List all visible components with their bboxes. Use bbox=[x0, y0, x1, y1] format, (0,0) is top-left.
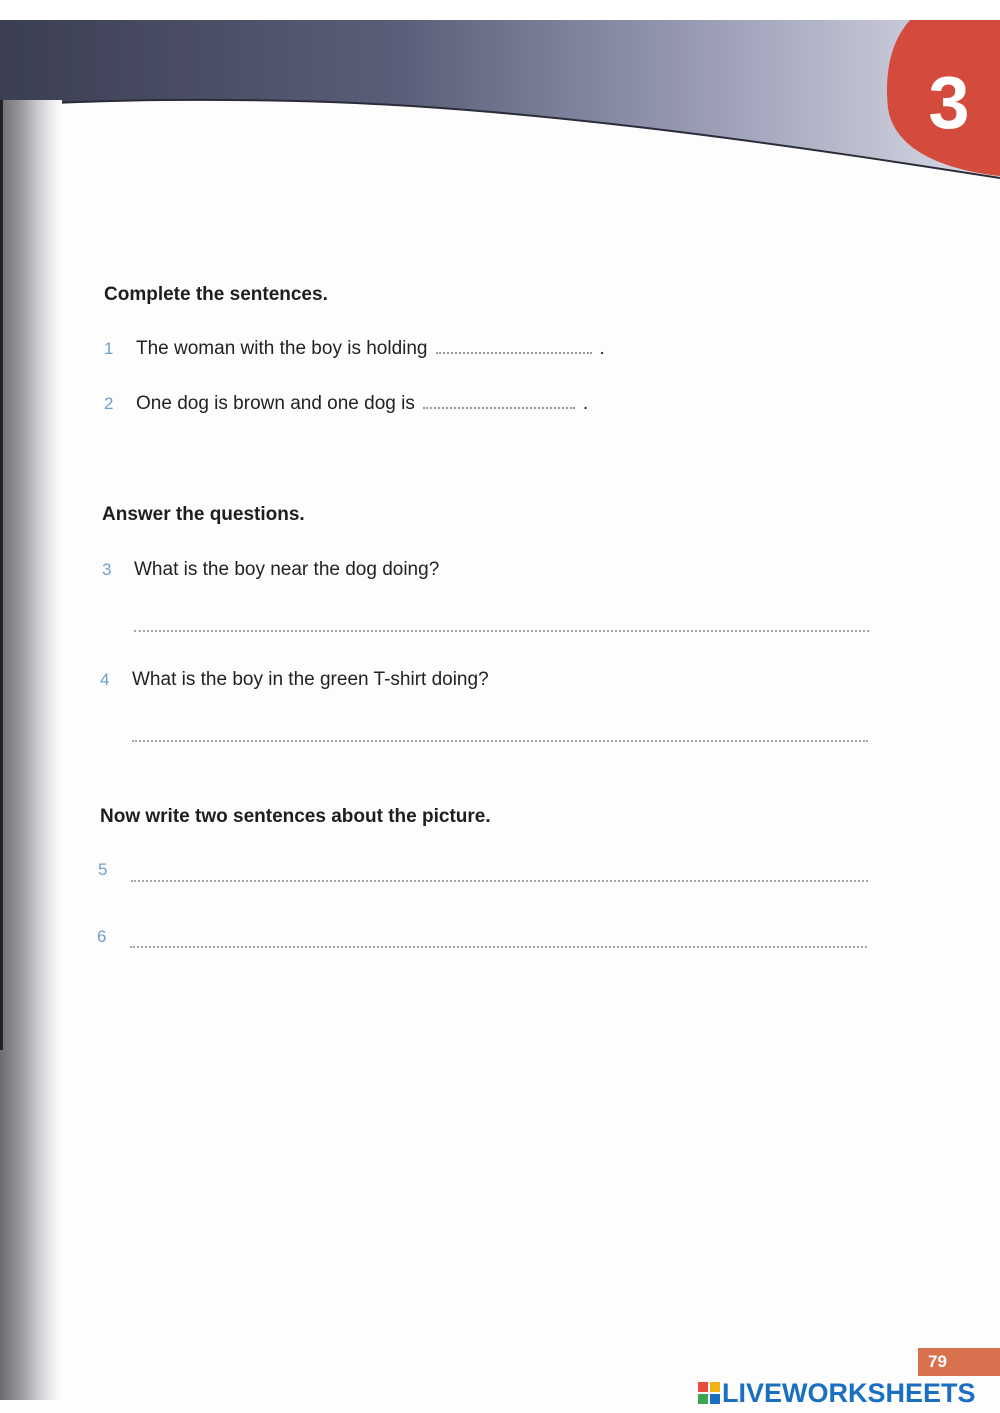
question-number-5: 5 bbox=[98, 860, 108, 879]
answer-line-3[interactable] bbox=[134, 630, 869, 632]
question-text: What is the boy near the dog doing? bbox=[134, 559, 440, 580]
question-4 bbox=[100, 669, 489, 691]
answer-line-4[interactable] bbox=[132, 740, 868, 742]
book-spine-edge bbox=[0, 100, 3, 1050]
answer-line-6[interactable] bbox=[130, 946, 867, 948]
question-2 bbox=[104, 393, 588, 415]
header-band bbox=[0, 0, 1000, 200]
section-heading-write: Now write two sentences about the picture. bbox=[100, 806, 491, 827]
answer-blank[interactable] bbox=[436, 342, 592, 354]
question-number: 3 bbox=[102, 560, 112, 579]
question-number: 1 bbox=[104, 339, 114, 358]
question-number: 4 bbox=[100, 670, 110, 689]
question-number-6: 6 bbox=[97, 927, 107, 946]
watermark-text: LIVEWORKSHEETS bbox=[722, 1377, 976, 1408]
question-text: The woman with the boy is holding bbox=[136, 338, 428, 359]
answer-blank[interactable] bbox=[423, 397, 575, 409]
question-1 bbox=[104, 338, 605, 360]
sentence-end: . bbox=[582, 393, 589, 414]
watermark bbox=[698, 1378, 976, 1408]
section-heading-answer: Answer the questions. bbox=[102, 504, 305, 525]
question-number: 2 bbox=[104, 394, 114, 413]
sentence-end: . bbox=[599, 338, 605, 359]
chapter-badge bbox=[884, 20, 1000, 176]
book-spine-shadow bbox=[0, 100, 62, 1400]
question-3 bbox=[102, 559, 439, 581]
answer-line-5[interactable] bbox=[131, 880, 868, 882]
liveworksheets-logo-icon bbox=[698, 1382, 720, 1404]
chapter-number: 3 bbox=[928, 60, 970, 144]
question-text: What is the boy in the green T-shirt doing? bbox=[132, 669, 489, 690]
question-text: One dog is brown and one dog is bbox=[136, 393, 415, 414]
section-heading-complete: Complete the sentences. bbox=[104, 284, 328, 305]
page-number: 79 bbox=[918, 1348, 1000, 1376]
